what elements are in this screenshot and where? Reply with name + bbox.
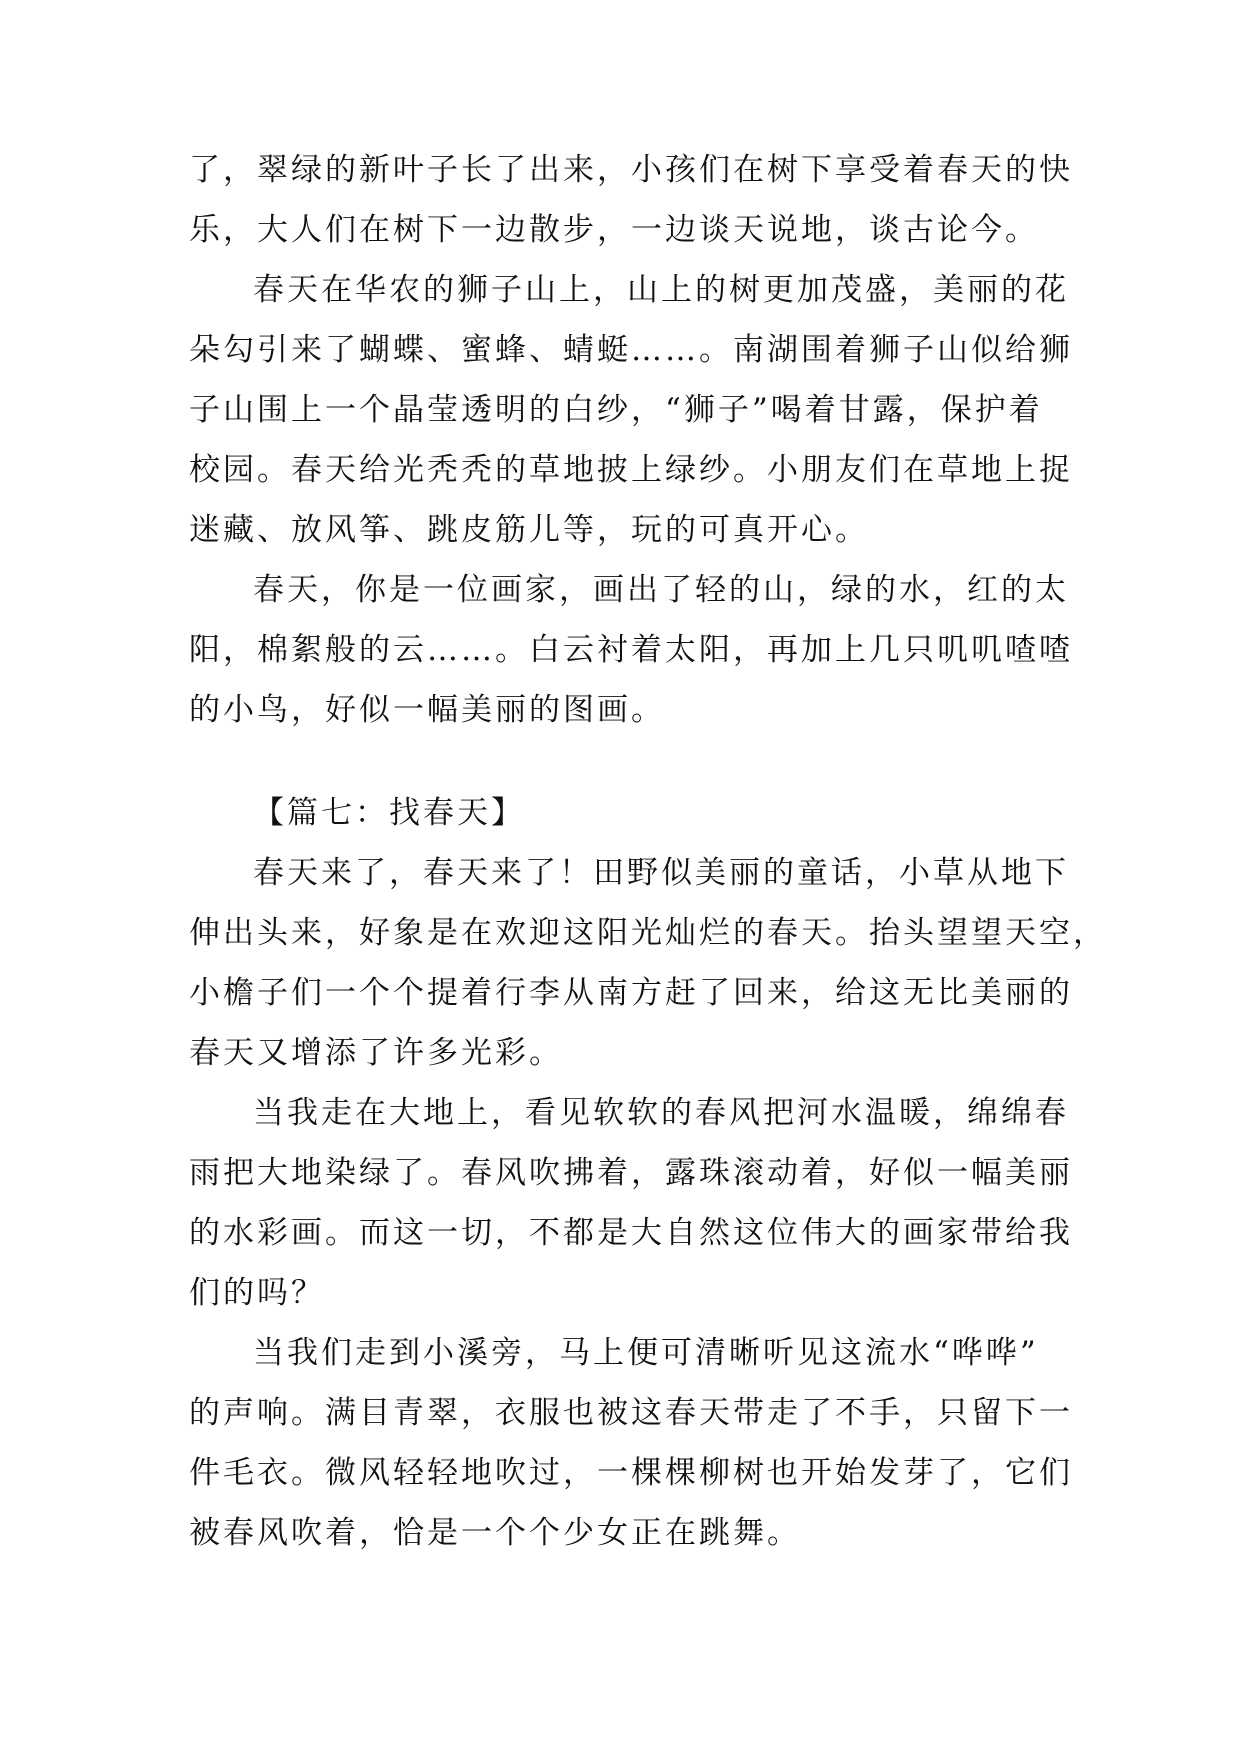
paragraph-line: 的水彩画。而这一切，不都是大自然这位伟大的画家带给我 [189, 1215, 1073, 1251]
paragraph-line: 春天来了，春天来了！田野似美丽的童话，小草从地下 [253, 855, 1069, 891]
paragraph-line: 雨把大地染绿了。春风吹拂着，露珠滚动着，好似一幅美丽 [189, 1155, 1073, 1191]
paragraph-line: 被春风吹着，恰是一个个少女正在跳舞。 [189, 1515, 801, 1551]
paragraph-line: 子山围上一个晶莹透明的白纱，“狮子”喝着甘露，保护着 [189, 392, 1043, 428]
section-heading-block [189, 783, 1069, 843]
paragraph-line: 校园。春天给光秃秃的草地披上绿纱。小朋友们在草地上捉 [189, 452, 1073, 488]
paragraph-line: 乐，大人们在树下一边散步，一边谈天说地，谈古论今。 [189, 212, 1039, 248]
paragraph-line: 件毛衣。微风轻轻地吹过，一棵棵柳树也开始发芽了，它们 [189, 1455, 1073, 1491]
paragraph-line: 伸出头来，好象是在欢迎这阳光灿烂的春天。抬头望望天空， [189, 915, 1107, 951]
text-block-continuation [189, 140, 1073, 740]
paragraph-line: 春天，你是一位画家，画出了轻的山，绿的水，红的太 [253, 572, 1069, 608]
paragraph-line: 们的吗？ [189, 1275, 325, 1311]
paragraph-line: 朵勾引来了蝴蝶、蜜蜂、蜻蜓……。南湖围着狮子山似给狮 [189, 332, 1073, 368]
paragraph-line: 的声响。满目青翠，衣服也被这春天带走了不手，只留下一 [189, 1395, 1073, 1431]
paragraph-line: 阳，棉絮般的云……。白云衬着太阳，再加上几只叽叽喳喳 [189, 632, 1073, 668]
paragraph-line: 当我走在大地上，看见软软的春风把河水温暖，绵绵春 [253, 1095, 1069, 1131]
paragraph-line: 春天又增添了许多光彩。 [189, 1035, 563, 1071]
section-heading: 【篇七：找春天】 [253, 795, 525, 831]
paragraph-line: 了，翠绿的新叶子长了出来，小孩们在树下享受着春天的快 [189, 152, 1073, 188]
paragraph-line: 当我们走到小溪旁，马上便可清晰听见这流水“哗哗” [253, 1335, 1039, 1371]
paragraph-line: 的小鸟，好似一幅美丽的图画。 [189, 692, 665, 728]
paragraph-line: 迷藏、放风筝、跳皮筋儿等，玩的可真开心。 [189, 512, 869, 548]
paragraph-line: 小檐子们一个个提着行李从南方赶了回来，给这无比美丽的 [189, 975, 1073, 1011]
text-block-section-seven [189, 843, 1107, 1563]
paragraph-line: 春天在华农的狮子山上，山上的树更加茂盛，美丽的花 [253, 272, 1069, 308]
